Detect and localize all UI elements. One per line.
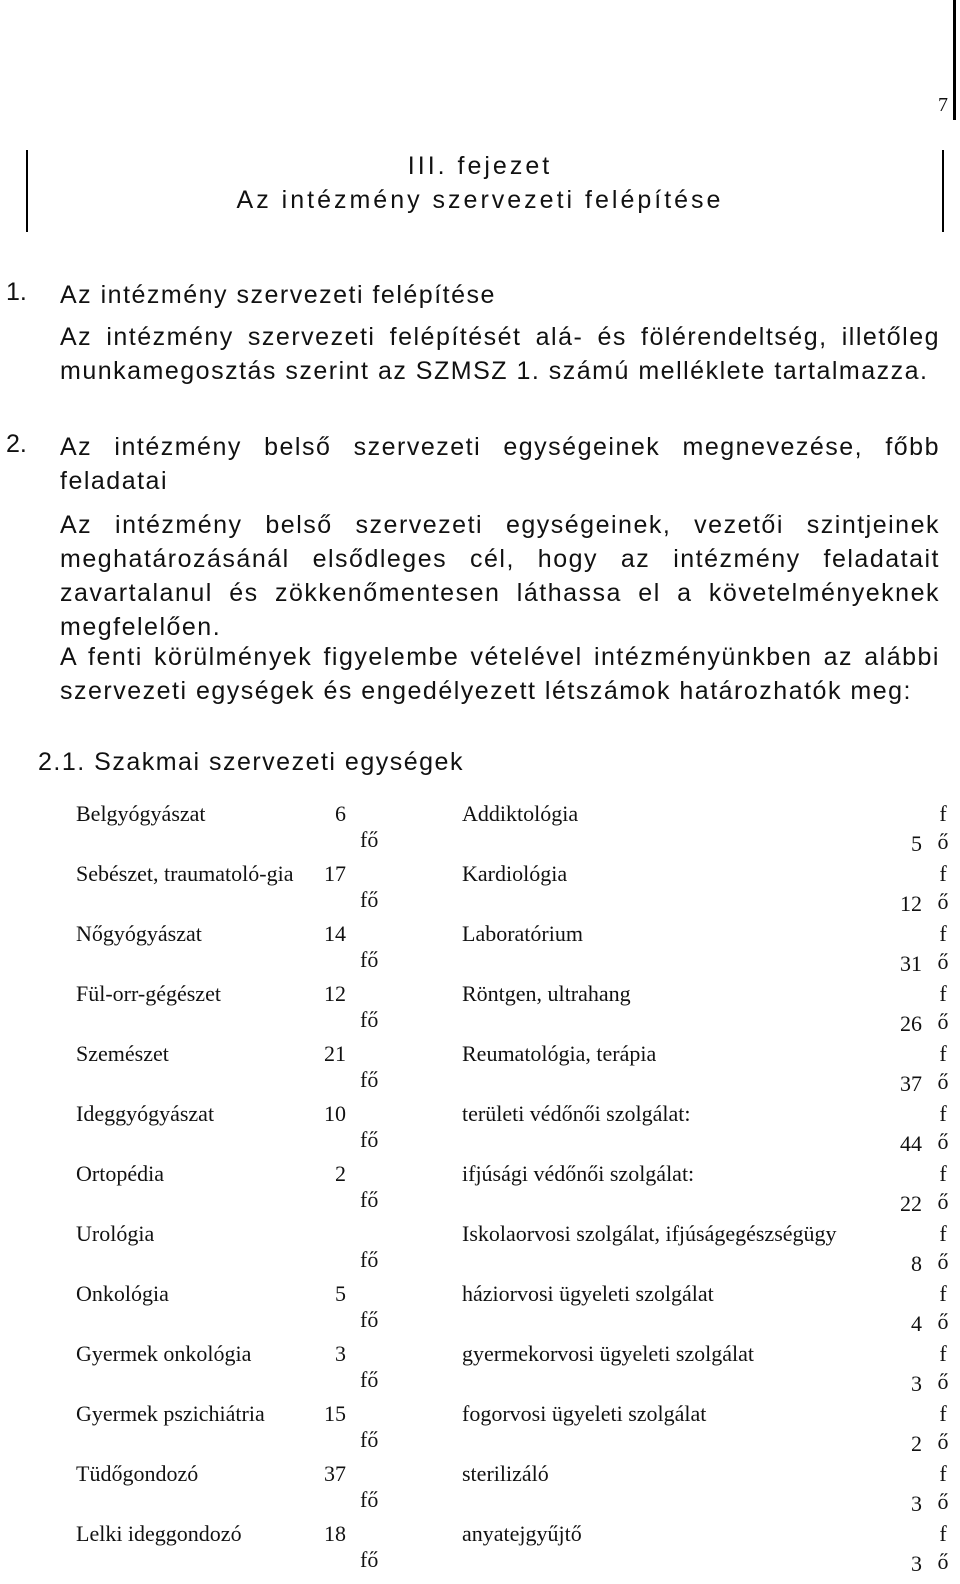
right-unit-count: 5	[911, 831, 922, 856]
right-unit-name: Laboratórium	[462, 921, 583, 946]
unit-row	[76, 1220, 949, 1278]
right-unit-count: 12	[900, 891, 922, 916]
left-unit-label: fő	[360, 1067, 379, 1092]
right-unit-label: f ő	[937, 1341, 949, 1394]
left-unit-count: 15	[324, 1401, 346, 1426]
right-unit-label: f ő	[937, 921, 949, 974]
page-number: 7	[938, 94, 948, 116]
unit-row	[76, 1160, 949, 1218]
unit-row	[76, 1340, 949, 1398]
right-unit-count: 37	[900, 1071, 922, 1096]
chapter-title: Az intézmény szervezeti felépítése	[236, 186, 724, 214]
unit-row	[76, 1040, 949, 1098]
right-unit-name: területi védőnői szolgálat:	[462, 1101, 691, 1126]
right-unit-name: Addiktológia	[462, 801, 579, 826]
left-unit-label: fő	[360, 1127, 379, 1152]
left-unit-count: 18	[324, 1521, 346, 1546]
left-unit-label: fő	[360, 1547, 379, 1572]
left-unit-count: 12	[324, 981, 346, 1006]
left-unit-label: fő	[360, 1007, 379, 1032]
right-unit-label: f ő	[937, 1401, 949, 1454]
left-unit-count: 10	[324, 1101, 346, 1126]
unit-row	[76, 860, 949, 918]
left-unit-label: fő	[360, 827, 379, 852]
left-unit-name: Ortopédia	[76, 1161, 164, 1186]
right-edge-bar	[953, 0, 956, 120]
section1-number: 1.	[6, 278, 27, 306]
section2-number: 2.	[6, 430, 27, 458]
unit-row	[76, 1280, 949, 1338]
unit-row	[76, 1100, 949, 1158]
section2-paragraph-2: A fenti körülmények figyelembe vételével intézményünkben az alábbi szervezeti egységek és engedélyezett létszámok határozhatók meg:	[60, 643, 940, 705]
chapter-number: III. fejezet	[407, 152, 553, 180]
right-unit-count: 3	[911, 1371, 922, 1396]
left-unit-label: fő	[360, 1427, 379, 1452]
left-unit-count: 3	[335, 1341, 346, 1366]
right-unit-name: Reumatológia, terápia	[462, 1041, 657, 1066]
right-unit-count: 31	[900, 951, 922, 976]
right-unit-label: f ő	[937, 1461, 949, 1514]
left-unit-label: fő	[360, 1367, 379, 1392]
left-unit-name: Ideggyógyászat	[76, 1101, 215, 1126]
right-unit-name: anyatejgyűjtő	[462, 1521, 582, 1546]
left-unit-name: Gyermek pszichiátria	[76, 1401, 265, 1426]
unit-row	[76, 1400, 949, 1458]
left-unit-name: Lelki ideggondozó	[76, 1521, 242, 1546]
left-unit-count: 6	[335, 801, 346, 826]
right-unit-count: 4	[911, 1311, 922, 1336]
left-unit-label: fő	[360, 887, 379, 912]
right-unit-name: fogorvosi ügyeleti szolgálat	[462, 1401, 707, 1426]
left-unit-name: Onkológia	[76, 1281, 169, 1306]
right-unit-label: f ő	[937, 1161, 949, 1214]
right-unit-name: háziorvosi ügyeleti szolgálat	[462, 1281, 714, 1306]
right-unit-label: f ő	[937, 981, 949, 1034]
right-unit-label: f ő	[937, 801, 949, 854]
right-unit-count: 8	[911, 1251, 922, 1276]
subsection-heading: 2.1. Szakmai szervezeti egységek	[38, 748, 464, 776]
unit-row	[76, 1460, 949, 1518]
right-unit-label: f ő	[937, 1281, 949, 1334]
left-unit-name: Sebészet, traumatoló-gia	[76, 861, 294, 886]
right-unit-count: 3	[911, 1551, 922, 1576]
right-unit-count: 44	[900, 1131, 922, 1156]
left-unit-name: Szemészet	[76, 1041, 169, 1066]
unit-row	[76, 800, 949, 858]
right-unit-name: sterilizáló	[462, 1461, 549, 1486]
right-unit-label: f ő	[937, 861, 949, 914]
right-unit-count: 22	[900, 1191, 922, 1216]
left-unit-count: 37	[324, 1461, 346, 1486]
left-unit-label: fő	[360, 947, 379, 972]
unit-row	[76, 920, 949, 978]
left-unit-count: 21	[324, 1041, 346, 1066]
left-unit-name: Belgyógyászat	[76, 801, 206, 826]
right-unit-name: Röntgen, ultrahang	[462, 981, 631, 1006]
right-unit-name: gyermekorvosi ügyeleti szolgálat	[462, 1341, 755, 1366]
section1-paragraph: Az intézmény szervezeti felépítését alá- és fölérendeltség, illetőleg munkamegosztás szerint az SZMSZ 1. számú melléklete tartalmazza.	[60, 323, 940, 385]
right-unit-label: f ő	[937, 1041, 949, 1094]
section2-heading: Az intézmény belső szervezeti egységeinek megnevezése, főbb feladatai	[60, 433, 940, 495]
unit-row	[76, 980, 949, 1038]
left-unit-label: fő	[360, 1247, 379, 1272]
left-unit-label: fő	[360, 1307, 379, 1332]
left-unit-name: Urológia	[76, 1221, 155, 1246]
left-unit-count: 14	[324, 921, 346, 946]
right-unit-name: Kardiológia	[462, 861, 568, 886]
right-unit-count: 3	[911, 1491, 922, 1516]
right-unit-label: f ő	[937, 1221, 949, 1274]
section2-paragraph-1: Az intézmény belső szervezeti egységeinek, vezetői szintjeinek meghatározásánál elsődleges cél, hogy az intézmény feladatait zavartalanul és zökkenőmentesen láthassa el a követelményeknek megfelelően.	[60, 511, 940, 641]
left-unit-name: Nőgyógyászat	[76, 921, 202, 946]
left-unit-count: 17	[324, 861, 346, 886]
right-unit-label: f ő	[937, 1101, 949, 1154]
unit-row	[76, 1520, 949, 1578]
left-unit-name: Tüdőgondozó	[76, 1461, 199, 1486]
right-unit-name: Iskolaorvosi szolgálat, ifjúságegészségügy	[462, 1221, 837, 1246]
section1-heading: Az intézmény szervezeti felépítése	[60, 281, 496, 309]
right-unit-name: ifjúsági védőnői szolgálat:	[462, 1161, 695, 1186]
right-unit-count: 26	[900, 1011, 922, 1036]
left-unit-label: fő	[360, 1487, 379, 1512]
left-unit-name: Fül-orr-gégészet	[76, 981, 221, 1006]
left-unit-count: 5	[335, 1281, 346, 1306]
left-unit-label: fő	[360, 1187, 379, 1212]
left-unit-name: Gyermek onkológia	[76, 1341, 252, 1366]
left-unit-count: 2	[335, 1161, 346, 1186]
right-unit-label: f ő	[937, 1521, 949, 1574]
right-unit-count: 2	[911, 1431, 922, 1456]
